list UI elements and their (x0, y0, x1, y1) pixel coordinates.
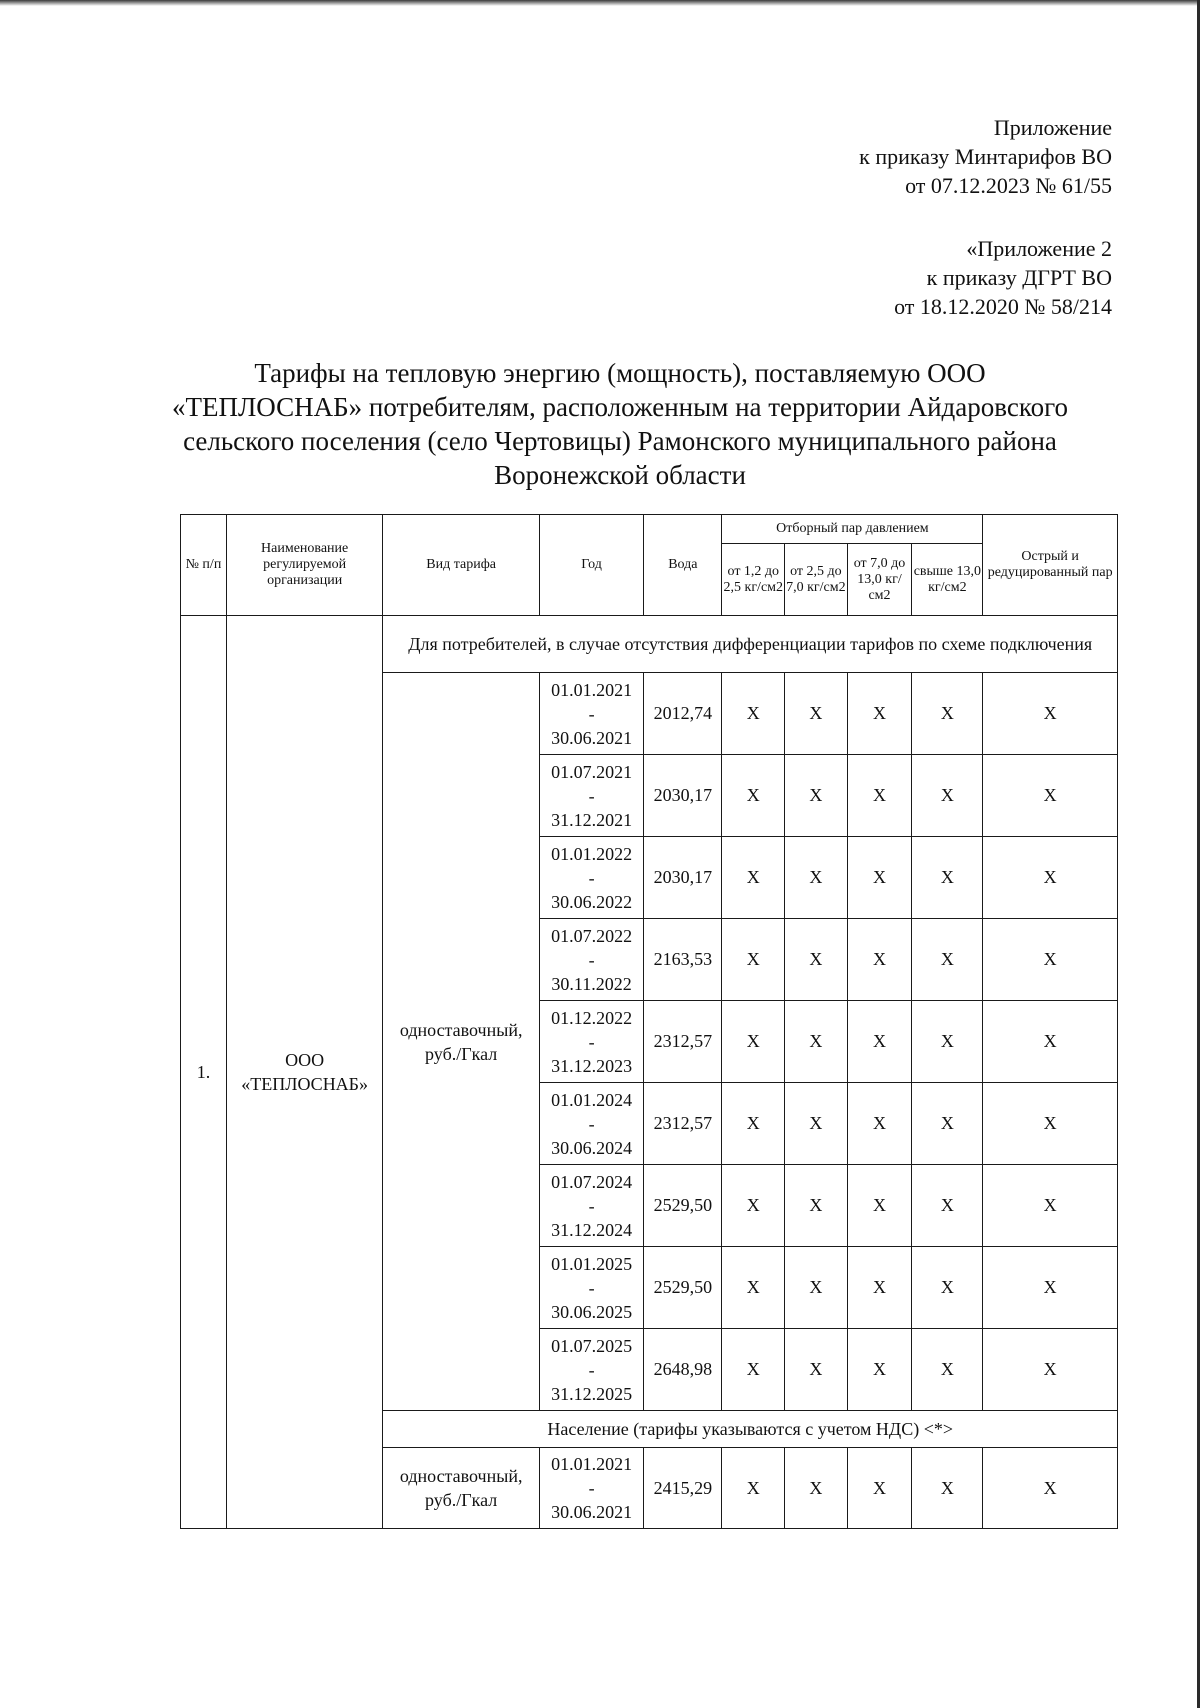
period-cell: 01.07.2025 - 31.12.2025 (539, 1329, 643, 1411)
appendix-line: Приложение (993, 115, 1112, 140)
col-header-steam-group: Отборный пар давлением (722, 515, 983, 544)
period-cell: 01.01.2024 - 30.06.2024 (539, 1083, 643, 1165)
not-applicable-mark: Х (983, 755, 1118, 837)
not-applicable-mark: Х (785, 1329, 848, 1411)
col-header-steam-3: от 7,0 до 13,0 кг/см2 (847, 544, 912, 616)
col-header-tariff-type: Вид тарифа (383, 515, 540, 616)
not-applicable-mark: Х (983, 1083, 1118, 1165)
not-applicable-mark: Х (983, 837, 1118, 919)
period-cell: 01.07.2022 - 30.11.2022 (539, 919, 643, 1001)
not-applicable-mark: Х (847, 837, 912, 919)
section-heading: Для потребителей, в случае отсутствия дифференциации тарифов по схеме подключения (383, 616, 1118, 673)
table-body (181, 616, 1118, 1529)
not-applicable-mark: Х (785, 755, 848, 837)
not-applicable-mark: Х (912, 1329, 983, 1411)
not-applicable-mark: Х (912, 1083, 983, 1165)
prior-appendix-line: «Приложение 2 (966, 236, 1112, 261)
table-header (181, 515, 1118, 616)
not-applicable-mark: Х (722, 1083, 785, 1165)
scan-top-edge (0, 0, 1200, 6)
appendix-line: от 07.12.2023 № 61/55 (905, 173, 1112, 198)
not-applicable-mark: Х (785, 1083, 848, 1165)
not-applicable-mark: Х (722, 1329, 785, 1411)
col-header-num: № п/п (181, 515, 227, 616)
not-applicable-mark: Х (785, 1001, 848, 1083)
col-header-org: Наименование регулируемой организации (226, 515, 383, 616)
period-cell: 01.01.2021 - 30.06.2021 (539, 673, 643, 755)
not-applicable-mark: Х (722, 1448, 785, 1529)
not-applicable-mark: Х (722, 1247, 785, 1329)
period-cell: 01.07.2024 - 31.12.2024 (539, 1165, 643, 1247)
appendix-line: к приказу Минтарифов ВО (859, 144, 1112, 169)
not-applicable-mark: Х (847, 1083, 912, 1165)
prior-appendix-line: от 18.12.2020 № 58/214 (894, 294, 1112, 319)
col-header-steam-4: свыше 13,0 кг/см2 (912, 544, 983, 616)
tariff-table (180, 514, 1118, 1529)
not-applicable-mark: Х (847, 919, 912, 1001)
col-header-sharp-steam: Острый и редуцированный пар (983, 515, 1118, 616)
not-applicable-mark: Х (983, 1448, 1118, 1529)
water-tariff: 2030,17 (644, 755, 722, 837)
not-applicable-mark: Х (912, 1165, 983, 1247)
not-applicable-mark: Х (912, 1001, 983, 1083)
not-applicable-mark: Х (785, 673, 848, 755)
not-applicable-mark: Х (983, 673, 1118, 755)
not-applicable-mark: Х (847, 755, 912, 837)
not-applicable-mark: Х (912, 673, 983, 755)
not-applicable-mark: Х (847, 1247, 912, 1329)
not-applicable-mark: Х (722, 755, 785, 837)
not-applicable-mark: Х (983, 1165, 1118, 1247)
period-cell: 01.01.2022 - 30.06.2022 (539, 837, 643, 919)
period-cell: 01.07.2021 - 31.12.2021 (539, 755, 643, 837)
not-applicable-mark: Х (912, 1448, 983, 1529)
col-header-year: Год (539, 515, 643, 616)
water-tariff: 2030,17 (644, 837, 722, 919)
not-applicable-mark: Х (785, 919, 848, 1001)
period-cell: 01.12.2022 - 31.12.2023 (539, 1001, 643, 1083)
not-applicable-mark: Х (912, 1247, 983, 1329)
period-cell: 01.01.2025 - 30.06.2025 (539, 1247, 643, 1329)
not-applicable-mark: Х (722, 1001, 785, 1083)
not-applicable-mark: Х (847, 1001, 912, 1083)
not-applicable-mark: Х (847, 673, 912, 755)
water-tariff: 2529,50 (644, 1165, 722, 1247)
not-applicable-mark: Х (847, 1448, 912, 1529)
water-tariff: 2312,57 (644, 1001, 722, 1083)
not-applicable-mark: Х (983, 919, 1118, 1001)
col-header-steam-1: от 1,2 до 2,5 кг/см2 (722, 544, 785, 616)
prior-appendix-line: к приказу ДГРТ ВО (926, 265, 1112, 290)
not-applicable-mark: Х (983, 1001, 1118, 1083)
appendix-reference (859, 113, 1112, 200)
not-applicable-mark: Х (785, 1247, 848, 1329)
water-tariff: 2529,50 (644, 1247, 722, 1329)
not-applicable-mark: Х (983, 1329, 1118, 1411)
not-applicable-mark: Х (847, 1165, 912, 1247)
not-applicable-mark: Х (912, 919, 983, 1001)
not-applicable-mark: Х (785, 1165, 848, 1247)
not-applicable-mark: Х (785, 1448, 848, 1529)
not-applicable-mark: Х (983, 1247, 1118, 1329)
water-tariff: 2312,57 (644, 1083, 722, 1165)
water-tariff: 2648,98 (644, 1329, 722, 1411)
water-tariff: 2163,53 (644, 919, 722, 1001)
org-name: ООО «ТЕПЛОСНАБ» (226, 616, 383, 1529)
not-applicable-mark: Х (722, 919, 785, 1001)
col-header-water: Вода (644, 515, 722, 616)
tariff-type-cell: одноставочный, руб./Гкал (383, 673, 540, 1411)
section-heading: Население (тарифы указываются с учетом НДС) <*> (383, 1411, 1118, 1448)
tariff-type-cell: одноставочный, руб./Гкал (383, 1448, 540, 1529)
prior-appendix-reference (894, 234, 1112, 321)
period-cell: 01.01.2021 - 30.06.2021 (539, 1448, 643, 1529)
not-applicable-mark: Х (785, 837, 848, 919)
col-header-steam-2: от 2,5 до 7,0 кг/см2 (785, 544, 848, 616)
not-applicable-mark: Х (722, 1165, 785, 1247)
document-title: Тарифы на тепловую энергию (мощность), поставляемую ООО «ТЕПЛОСНАБ» потребителям, расположенным на территории Айдаровского сельского поселения (село Чертовицы) Рамонского муниципального района Воронежской области (172, 358, 1068, 490)
row-number: 1. (181, 616, 227, 1529)
water-tariff: 2012,74 (644, 673, 722, 755)
not-applicable-mark: Х (722, 837, 785, 919)
not-applicable-mark: Х (912, 755, 983, 837)
not-applicable-mark: Х (722, 673, 785, 755)
not-applicable-mark: Х (847, 1329, 912, 1411)
not-applicable-mark: Х (912, 837, 983, 919)
water-tariff: 2415,29 (644, 1448, 722, 1529)
